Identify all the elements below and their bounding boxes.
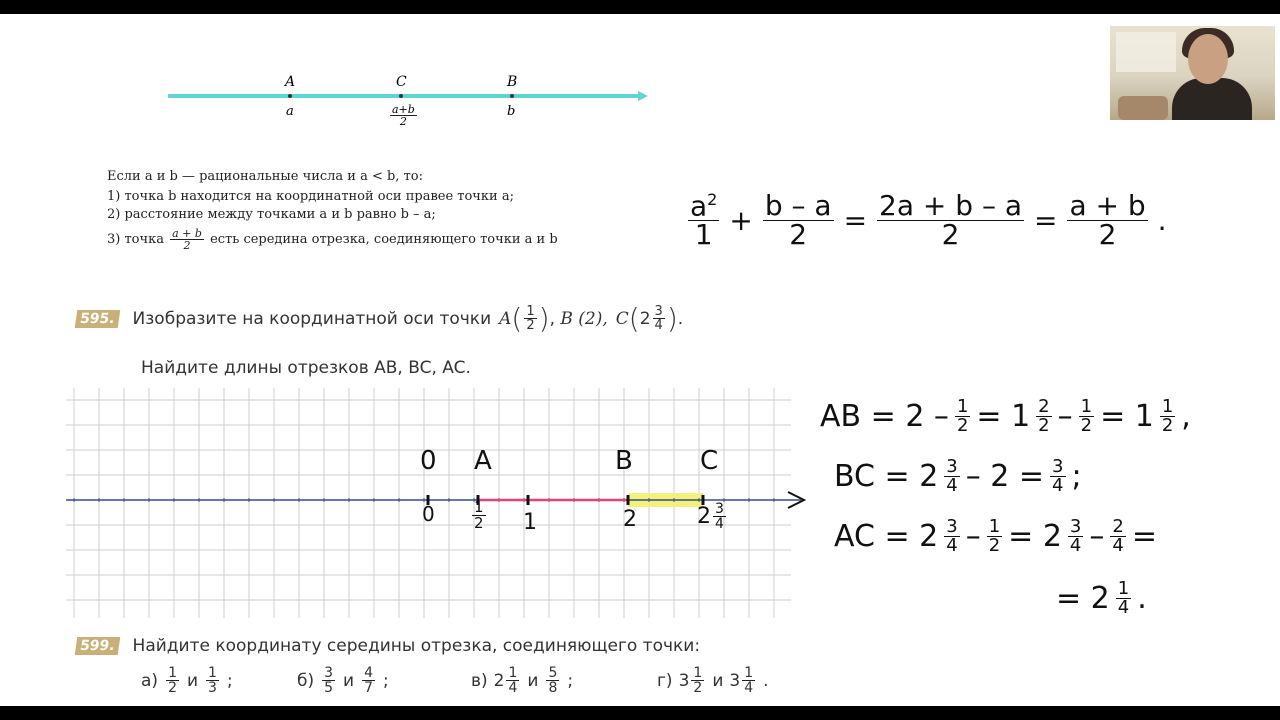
item-b: б) $\frac{3}{5}$ и $\frac{4}{7}$ ; <box>297 665 389 696</box>
nl-label-zero: 0 <box>420 446 437 476</box>
rules-item-3: 3) точка $\frac{a + b}{2}$ есть середина отрезка, соединяющего точки a и b <box>107 227 558 252</box>
nl-below-C: 2 $\frac{3}{4}$ <box>697 501 724 532</box>
nl-label-A: A <box>474 446 492 476</box>
label-a: a <box>286 104 294 119</box>
rules-item-2: 2) расстояние между точками a и b равно b – a; <box>107 207 436 222</box>
solution-ac-result: = 2 $\frac{1}{4}$ . <box>1056 578 1147 618</box>
hand-formula: $\frac{a^2}{1}$ + $\frac{b - a}{2}$ = $\frac{2a + b - a}{2}$ = $\frac{a + b}{2}$ . <box>690 189 1167 252</box>
task-595-line1: 595. Изобразите на координатной оси точки A ( $\frac{1}{2}$ ) , B (2), C ( 2 $\frac{3}{4}$ ) . <box>76 302 683 335</box>
rules-intro: Если a и b — рациональные числа и a < b, то: <box>107 169 423 184</box>
solution-ac: AC = 2 $\frac{3}{4}$ – $\frac{1}{2}$ = 2 $\frac{3}{4}$ – $\frac{2}{4}$ = <box>834 516 1157 556</box>
label-mid-fraction: $\frac{a+b}{2}$ <box>392 103 415 128</box>
webcam-sofa <box>1118 96 1168 120</box>
nl-label-C: C <box>700 446 719 476</box>
nl-below-2: 2 <box>623 507 637 532</box>
label-C: C <box>396 74 407 90</box>
label-A: A <box>285 74 296 90</box>
page <box>0 14 1280 706</box>
task-599-line1: 599. Найдите координату середины отрезка, соединяющего точки: <box>76 636 700 656</box>
hand-frac-3: $\frac{2a + b - a}{2}$ <box>879 189 1022 252</box>
point-one <box>527 495 530 505</box>
solution-ab: AB = 2 – $\frac{1}{2}$ = 1 $\frac{2}{2}$ – $\frac{1}{2}$ = 1 $\frac{1}{2}$ , <box>820 396 1191 436</box>
point-b <box>627 495 630 505</box>
webcam-overlay <box>1110 26 1275 120</box>
item-d: г) 3 $\frac{1}{2}$ и 3 $\frac{1}{4}$ . <box>657 665 769 696</box>
nl-label-B: B <box>615 446 633 476</box>
nl-below-half: $\frac{1}{2}$ <box>474 498 484 532</box>
task-595-number: 595. <box>75 310 120 328</box>
webcam-person-head <box>1188 34 1228 84</box>
nl-below-0: 0 <box>422 502 435 526</box>
hand-frac-1: $\frac{a^2}{1}$ <box>690 189 718 252</box>
task-599-number: 599. <box>75 637 120 655</box>
webcam-person-body <box>1172 78 1252 120</box>
item-a: а) $\frac{1}{2}$ и $\frac{1}{3}$ ; <box>141 665 233 696</box>
item-c: в) 2 $\frac{1}{4}$ и $\frac{5}{8}$ ; <box>471 665 574 696</box>
label-b: b <box>507 104 516 119</box>
label-B: B <box>507 74 518 90</box>
rules-item-1: 1) точка b находится на координатной оси правее точки a; <box>107 189 514 204</box>
webcam-lamp <box>1116 32 1176 72</box>
hand-frac-2: $\frac{b - a}{2}$ <box>764 189 832 252</box>
task-595-line2: Найдите длины отрезков AB, BC, AC. <box>141 358 471 378</box>
task-599-items <box>141 666 769 695</box>
nl-below-1: 1 <box>523 510 537 535</box>
solution-bc: BC = 2 $\frac{3}{4}$ – 2 = $\frac{3}{4}$ ; <box>834 456 1082 496</box>
hand-frac-4: $\frac{a + b}{2}$ <box>1069 189 1146 252</box>
rules-block <box>107 166 667 251</box>
